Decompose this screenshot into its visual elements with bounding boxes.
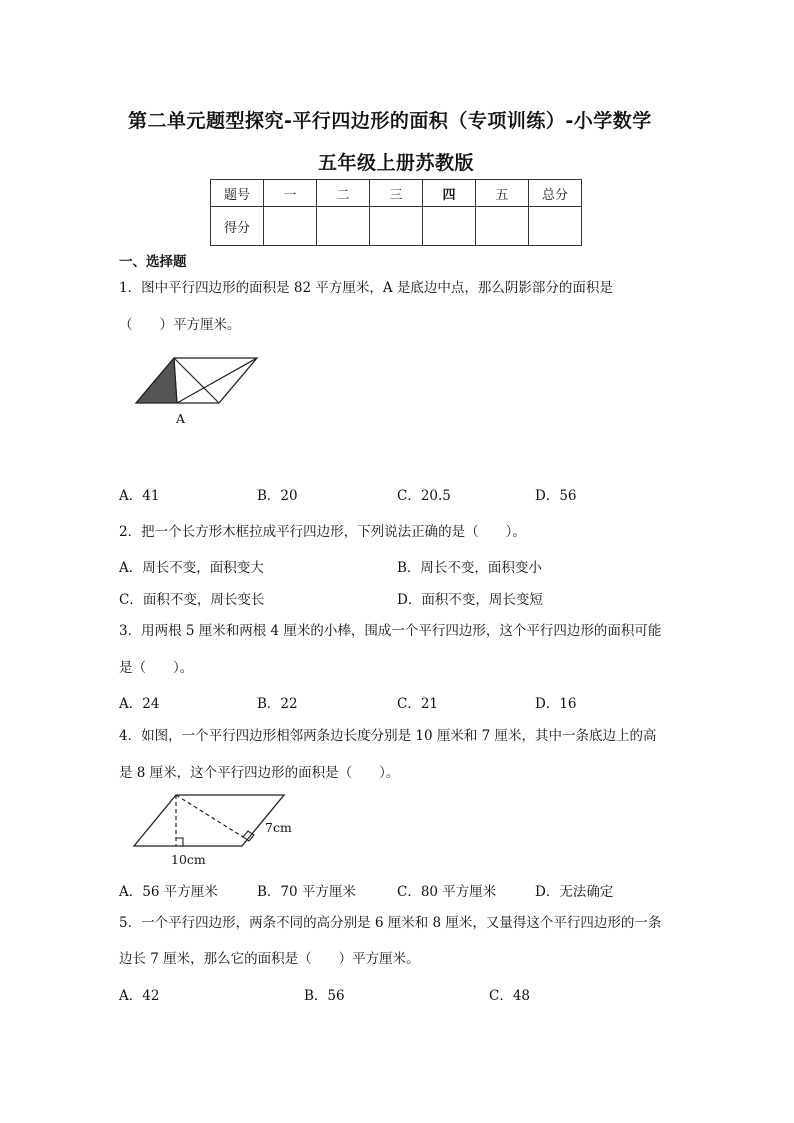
question-1-text-cont: （ ）平方厘米。 <box>119 317 241 333</box>
question-1-option-a[interactable]: A．41 <box>119 488 160 504</box>
score-table-score-row <box>211 207 582 246</box>
base-length-label: 10cm <box>171 852 206 867</box>
side-length-label: 7cm <box>265 820 292 835</box>
height-to-side-dashed-line <box>176 795 243 837</box>
score-table-header-cell: 总分 <box>529 180 582 207</box>
score-cell[interactable] <box>370 207 423 246</box>
question-3-text-cont: 是（ ）。 <box>119 660 194 676</box>
question-2-text: 2．把一个长方形木框拉成平行四边形，下列说法正确的是（ ）。 <box>119 524 526 540</box>
question-5-option-c[interactable]: C．48 <box>489 988 531 1004</box>
question-5-option-a[interactable]: A．42 <box>119 988 160 1004</box>
question-2-option-c[interactable]: C．面积不变，周长变长 <box>119 592 265 608</box>
score-cell[interactable] <box>264 207 317 246</box>
question-3-option-d[interactable]: D．16 <box>535 696 577 712</box>
figure-label-a: A <box>176 411 186 426</box>
page-subtitle: 五年级上册苏教版 <box>318 152 475 174</box>
score-cell[interactable] <box>529 207 582 246</box>
right-angle-mark <box>176 838 183 846</box>
question-3-option-c[interactable]: C．21 <box>397 696 439 712</box>
question-5-text-cont: 边长 7 厘米，那么它的面积是（ ）平方厘米。 <box>119 951 420 967</box>
page-title: 第二单元题型探究-平行四边形的面积（专项训练）-小学数学 <box>128 110 652 132</box>
score-table-header-cell: 二 <box>317 180 370 207</box>
score-table-header-cell: 三 <box>370 180 423 207</box>
question-1-option-d[interactable]: D．56 <box>535 488 577 504</box>
score-cell[interactable] <box>317 207 370 246</box>
question-1-option-c[interactable]: C．20.5 <box>397 488 451 504</box>
score-table-header-row <box>211 180 582 207</box>
question-3-option-a[interactable]: A．24 <box>119 696 160 712</box>
question-4-option-a[interactable]: A．56 平方厘米 <box>119 884 218 900</box>
question-3-text: 3．用两根 5 厘米和两根 4 厘米的小棒，围成一个平行四边形，这个平行四边形的面积可能 <box>119 623 662 639</box>
question-1-option-b[interactable]: B．20 <box>257 488 298 504</box>
question-4-option-c[interactable]: C．80 平方厘米 <box>397 884 497 900</box>
question-2-option-d[interactable]: D．面积不变，周长变短 <box>397 592 543 608</box>
question-5-text: 5．一个平行四边形，两条不同的高分别是 6 厘米和 8 厘米，又量得这个平行四边形的一条 <box>119 915 662 931</box>
score-cell[interactable] <box>476 207 529 246</box>
score-table-header-cell: 五 <box>476 180 529 207</box>
question-3-option-b[interactable]: B．22 <box>257 696 298 712</box>
question-1-text: 1．图中平行四边形的面积是 82 平方厘米，A 是底边中点，那么阴影部分的面积是 <box>119 280 613 296</box>
parallelogram-outline <box>134 795 284 846</box>
question-5-option-b[interactable]: B．56 <box>304 988 345 1004</box>
midpoint-line <box>177 358 257 403</box>
diagonal-line <box>174 358 219 403</box>
score-table-header-cell: 一 <box>264 180 317 207</box>
score-table-header-cell: 四 <box>423 180 476 207</box>
question-4-option-b[interactable]: B．70 平方厘米 <box>257 884 356 900</box>
question-4-text: 4．如图，一个平行四边形相邻两条边长度分别是 10 厘米和 7 厘米，其中一条底边上的高 <box>119 728 657 744</box>
question-1-figure <box>130 352 265 432</box>
score-cell[interactable] <box>423 207 476 246</box>
score-row-label: 得分 <box>211 207 264 246</box>
question-2-option-b[interactable]: B．周长不变，面积变小 <box>397 560 542 576</box>
question-2-option-a[interactable]: A．周长不变，面积变大 <box>119 560 264 576</box>
section-heading: 一、选择题 <box>119 254 187 270</box>
score-table <box>210 179 582 246</box>
question-4-option-d[interactable]: D．无法确定 <box>535 884 614 900</box>
score-table-header-cell: 题号 <box>211 180 264 207</box>
question-4-text-cont: 是 8 厘米，这个平行四边形的面积是（ ）。 <box>119 765 400 781</box>
